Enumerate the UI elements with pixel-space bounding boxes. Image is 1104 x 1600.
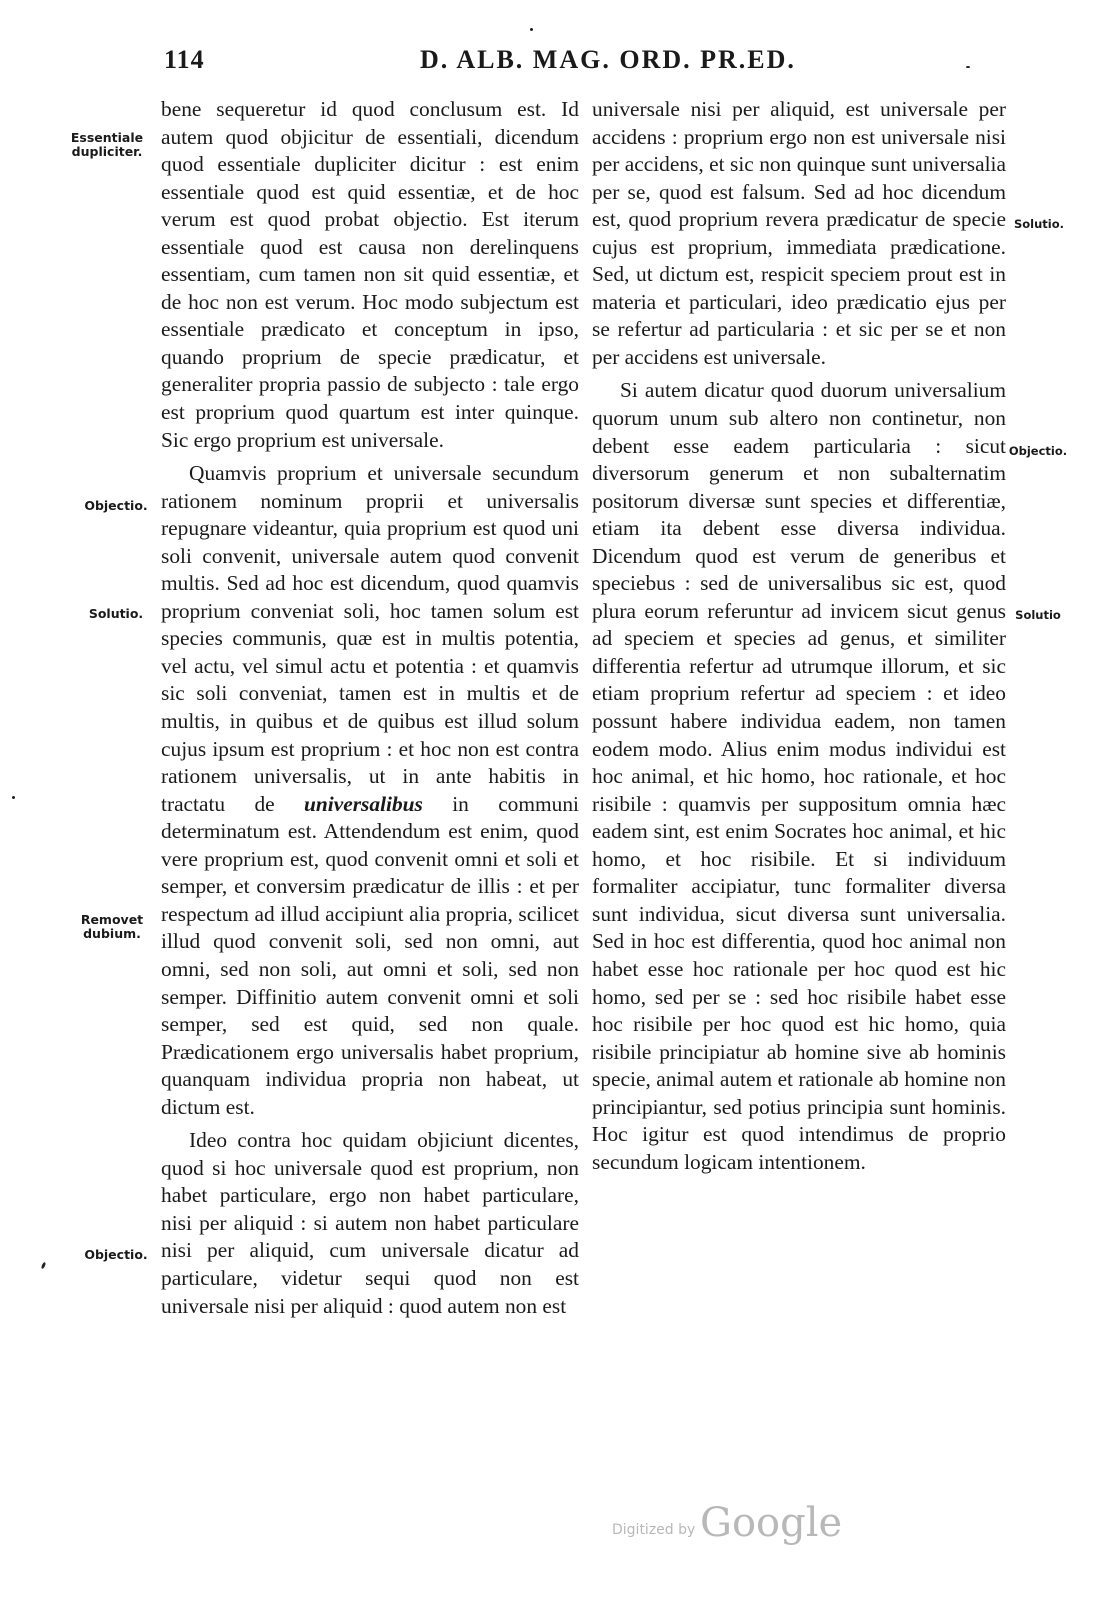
- margin-note-solutio: Solutio.: [1013, 217, 1065, 231]
- paragraph: bene sequeretur id quod conclusum est. Id autem quod objicitur de essentiali, dicendum quod essentiale dupliciter dicitur : est enim essentiale quod est quid essentiæ, et de hoc verum est quod probat objectio. Est iterum essentiale quod est causa non derelinquens essentiam, cum tamen non sit quid essentiæ, et de hoc non est verum. Hoc modo subjectum est essentiale prædicato et conceptum in ipso, quando proprium de specie prædicatur, et generaliter propria passio de subjecto : tale ergo est proprium quod quartum est inter quinque. Sic ergo proprium est universale.: [161, 97, 579, 452]
- margin-note-objectio: Objectio.: [84, 498, 148, 513]
- page-header: [0, 45, 1104, 85]
- margin-note-solutio: Solutio.: [88, 606, 144, 621]
- digitized-by-text: Digitized by: [612, 1522, 696, 1538]
- margin-note-removet: Removet dubium.: [80, 912, 144, 941]
- right-column: [592, 96, 1006, 1176]
- margin-note-essentiale: Essentiale dupliciter.: [70, 130, 144, 159]
- paragraph: Ideo contra hoc quidam objiciunt dicentes, quod si hoc universale quod est proprium, non habet particulare, ergo non habet particulare, nisi per aliquid : si autem non habet particulare nisi per aliquid, cum universale dicatur ad particulare, videtur sequi quod non est universale nisi per aliquid : quod autem non est: [161, 1128, 579, 1318]
- paragraph: [161, 460, 579, 1121]
- margin-note-solutio: Solutio: [1015, 608, 1061, 622]
- digitized-watermark: [612, 1500, 912, 1550]
- page-number: 114: [164, 45, 205, 74]
- ink-speck: [12, 796, 15, 799]
- left-column: [161, 96, 579, 1320]
- ink-speck: [530, 28, 533, 31]
- running-title: D. ALB. MAG. ORD. PR.ED.: [420, 45, 796, 74]
- text-run: in communi determinatum est. Attendendum est enim, quod vere proprium est, quod convenit omni et soli et semper, et conversim prædicatur de illis : et per respectum ad illud accipiunt alia propria, scilicet illud quod convenit soli, sed non omni, aut omni, sed non soli, aut omni et soli, sed non semper. Diffinitio autem convenit omni et soli semper, sed est quid, sed non quale. Prædicationem ergo universalis habet proprium, quanquam individua propria non habeat, ut dictum est.: [161, 791, 579, 1119]
- margin-note-objectio: Objectio.: [1008, 444, 1068, 458]
- text-run: Quamvis proprium et universale secundum rationem nominum proprii et universalis repugnare videantur, quia proprium est quod uni soli convenit, universale autem quod convenit multis. Sed ad hoc est dicendum, quod quamvis proprium conveniat soli, hoc tamen solum est species communis, quæ est in multis potentia, vel actu, vel simul actu et potentia : et quamvis sic soli conveniat, tamen est in multis et de multis, in quibus et de quibus est illud solum cujus ipsum est proprium : et hoc non est contra rationem universalis, ut in ante habitis in tractatu de: [161, 461, 579, 816]
- ink-speck: [966, 66, 970, 68]
- google-logo: Google: [700, 1500, 843, 1546]
- ink-speck: [41, 1262, 47, 1270]
- margin-note-objectio: Objectio.: [84, 1247, 148, 1262]
- italic-term: universalibus: [304, 791, 423, 816]
- paragraph: universale nisi per aliquid, est universale per accidens : proprium ergo non est universale nisi per accidens, et sic non quinque sunt universalia per se, quod est falsum. Sed ad hoc dicendum est, quod proprium revera prædicatur de specie cujus est proprium, immediata prædicatione. Sed, ut dictum est, respicit speciem prout est in materia et particulari, ideo prædicatio ejus per se refertur ad particularia : et sic per se et non per accidens est universale.: [592, 97, 1006, 369]
- paragraph: Si autem dicatur quod duorum universalium quorum unum sub altero non continetur, non debent esse eadem particularia : sicut diversorum generum et non subalternatim positorum diversæ sunt species et differentiæ, etiam ita debent esse diversa individua. Dicendum quod est verum de generibus et speciebus : sed de universalibus sic est, quod plura eorum referuntur ad invicem sicut genus ad speciem et species ad genus, et similiter differentia refertur ad utrumque illorum, et sic etiam proprium refertur ad speciem : et ideo possunt habere individua eadem, non tamen eodem modo. Alius enim modus individui est hoc animal, et hic homo, hoc rationale, et hoc risibile : quamvis per suppositum omnia hæc eadem sint, est enim Socrates hoc animal, et hic homo, et hoc risibile. Et si individuum formaliter accipiatur, tunc formaliter diversa sunt individua, sicut diversa sunt universalia. Sed in hoc est differentia, quod hoc animal non habet esse hoc rationale per hoc quod est hic homo, sed per se : sed hoc risibile habet esse hoc risibile per hoc quod est hic homo, quia risibile principiatur ab homine sive ab hominis specie, animal autem et rationale ab homine non principiantur, sed potius principia sunt hominis. Hoc igitur est quod intendimus de proprio secundum logicam intentionem.: [592, 378, 1006, 1174]
